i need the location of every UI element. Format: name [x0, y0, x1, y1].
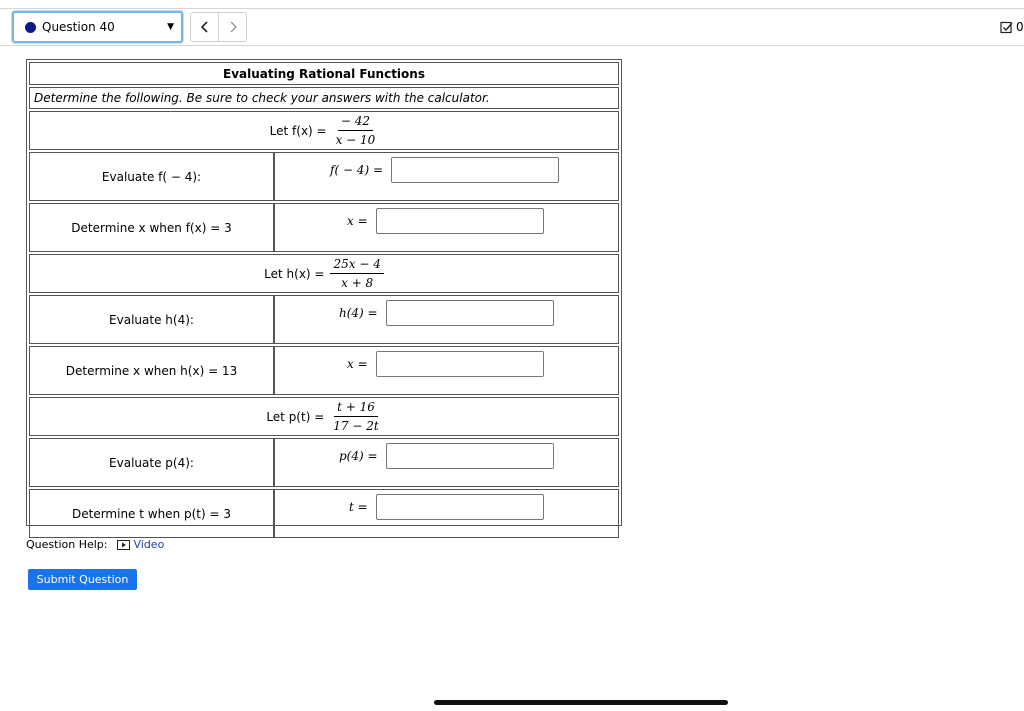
- video-help-link[interactable]: [117, 538, 164, 551]
- answer-cell: [274, 203, 619, 252]
- answer-input-h-eval[interactable]: [386, 300, 554, 326]
- prompt-evaluate-h: Evaluate h(4):: [29, 295, 274, 344]
- score-value: 0: [1016, 20, 1024, 34]
- fraction: [330, 257, 383, 290]
- chevron-left-icon: [200, 21, 210, 33]
- numerator: − 42: [338, 114, 373, 131]
- next-question-button[interactable]: [218, 13, 246, 41]
- definition-prefix: Let p(t) =: [266, 409, 325, 424]
- definition-prefix: Let h(x) =: [264, 266, 325, 281]
- previous-question-button[interactable]: [191, 13, 218, 41]
- prompt-evaluate-p: Evaluate p(4):: [29, 438, 274, 487]
- function-definition-f: [29, 111, 619, 150]
- answer-label: h(4) =: [339, 306, 378, 320]
- home-indicator: [434, 700, 728, 705]
- denominator: x − 10: [335, 133, 376, 147]
- answer-input-p-solve[interactable]: [376, 494, 544, 520]
- denominator: 17 − 2t: [333, 419, 379, 433]
- answer-label: p(4) =: [339, 449, 378, 463]
- answer-cell: [274, 346, 619, 395]
- answer-cell: [274, 489, 619, 538]
- status-dot-icon: [25, 22, 36, 33]
- score-indicator: [1000, 20, 1024, 34]
- checkbox-check-icon: [1000, 21, 1013, 34]
- question-help-label: Question Help:: [26, 538, 108, 551]
- problem-panel: [26, 59, 622, 526]
- question-select[interactable]: [12, 11, 183, 43]
- caret-down-icon: ▼: [167, 22, 174, 32]
- answer-label: t =: [349, 500, 368, 514]
- denominator: x + 8: [341, 276, 374, 290]
- fraction: [330, 400, 381, 433]
- problem-title: Evaluating Rational Functions: [29, 62, 619, 85]
- definition-prefix: Let f(x) =: [269, 123, 327, 138]
- answer-label: x =: [347, 357, 368, 371]
- prompt-evaluate-f: Evaluate f( − 4):: [29, 152, 274, 201]
- answer-input-f-solve[interactable]: [376, 208, 544, 234]
- function-definition-p: [29, 397, 619, 436]
- function-definition-h: [29, 254, 619, 293]
- video-play-icon: [117, 540, 130, 550]
- answer-label: x =: [347, 214, 368, 228]
- answer-cell: [274, 438, 619, 487]
- problem-table: [29, 62, 619, 538]
- question-nav: [190, 12, 247, 42]
- numerator: 25x − 4: [330, 257, 383, 274]
- submit-question-button[interactable]: Submit Question: [28, 569, 137, 590]
- answer-input-h-solve[interactable]: [376, 351, 544, 377]
- fraction: [333, 114, 379, 147]
- top-bar: [0, 8, 1024, 46]
- chevron-right-icon: [228, 21, 238, 33]
- problem-instructions: Determine the following. Be sure to check your answers with the calculator.: [29, 87, 619, 109]
- prompt-solve-p: Determine t when p(t) = 3: [29, 489, 274, 538]
- video-link-label: Video: [133, 538, 165, 551]
- answer-cell: [274, 295, 619, 344]
- answer-input-p-eval[interactable]: [386, 443, 554, 469]
- answer-input-f-eval[interactable]: [391, 157, 559, 183]
- answer-cell: [274, 152, 619, 201]
- question-help: [26, 538, 164, 551]
- numerator: t + 16: [334, 400, 378, 417]
- prompt-solve-h: Determine x when h(x) = 13: [29, 346, 274, 395]
- answer-label: f( − 4) =: [330, 163, 383, 177]
- question-select-label: Question 40: [42, 20, 115, 34]
- prompt-solve-f: Determine x when f(x) = 3: [29, 203, 274, 252]
